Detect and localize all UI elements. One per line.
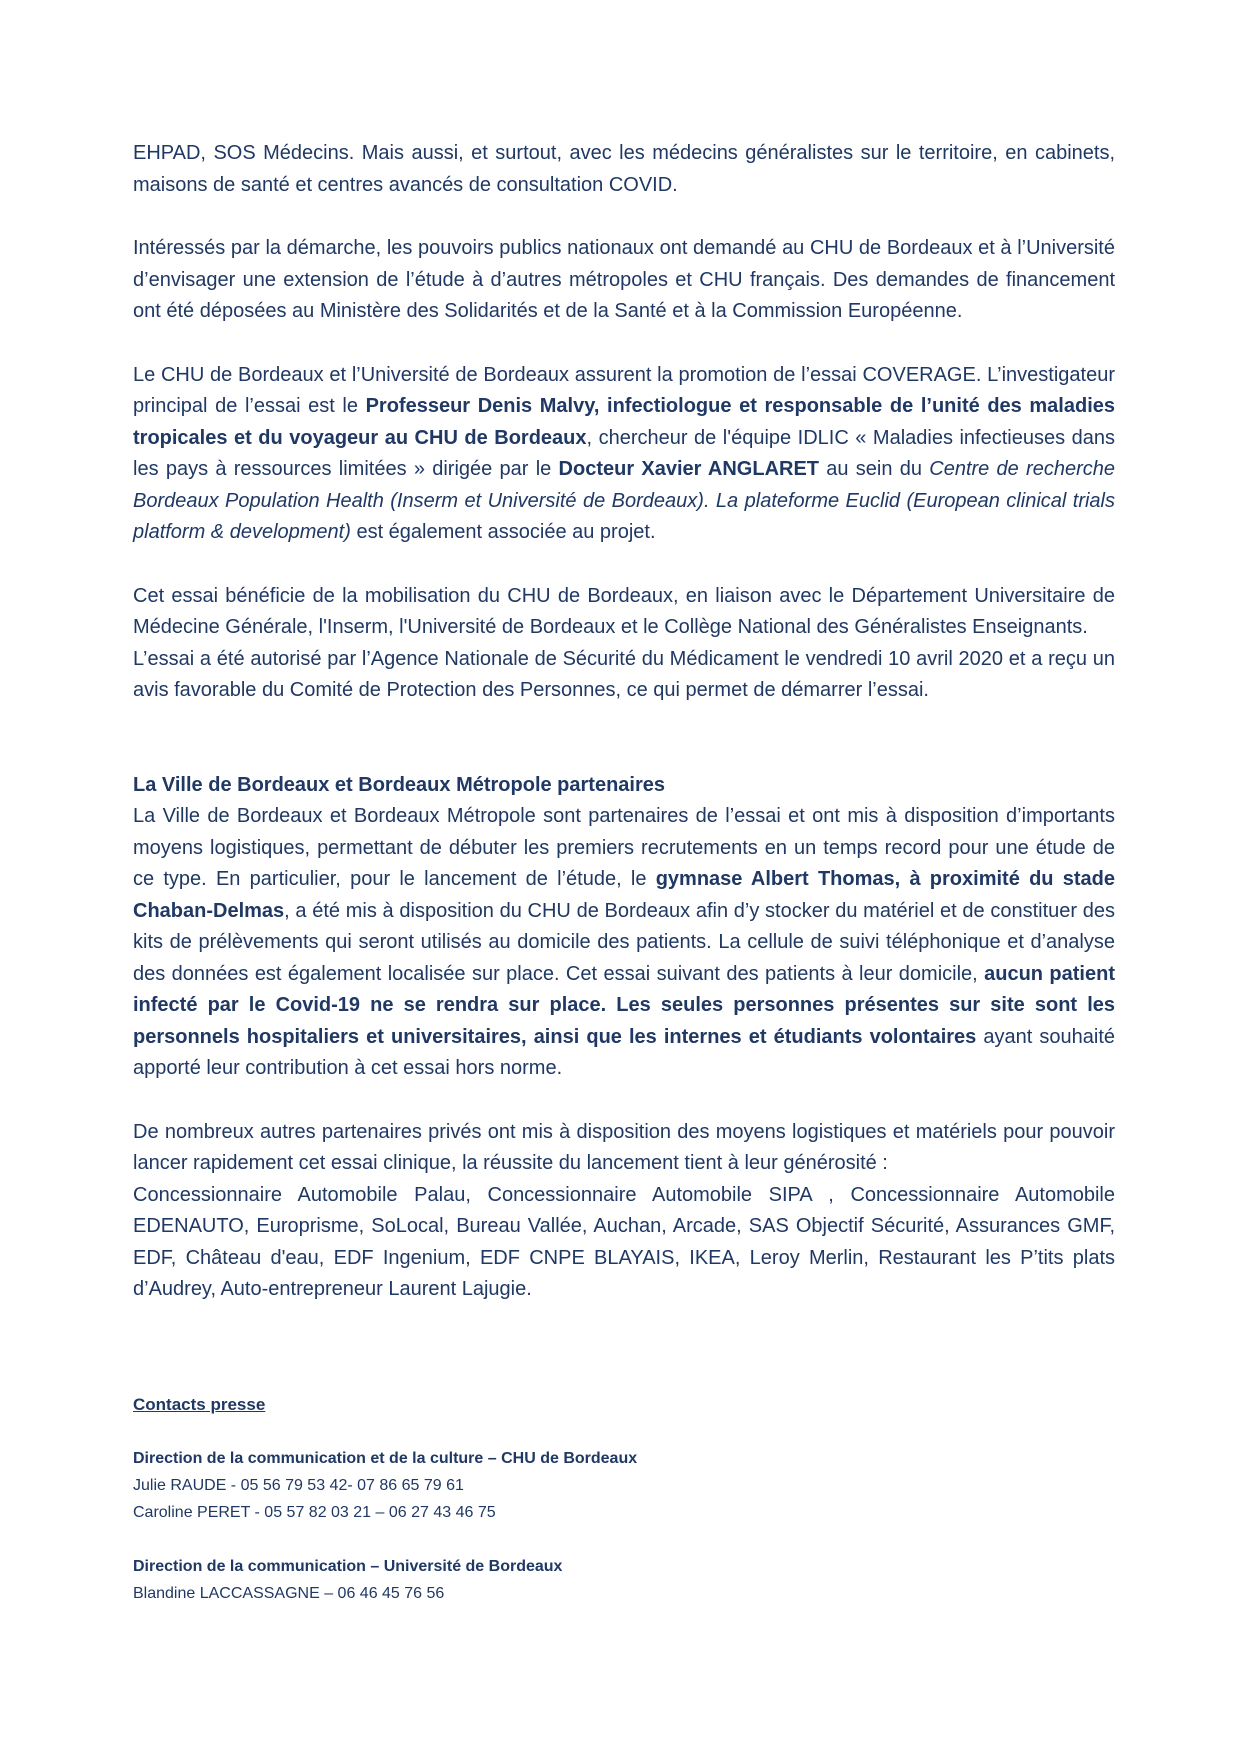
text-run: Julie RAUDE - 05 56 79 53 42- 07 86 65 79 61 <box>133 1476 464 1494</box>
text-run: Centre de recherche Bordeaux Population Health (Inserm et Université de Bordeaux). La plateforme Euclid (European clinical trials platform & development) <box>133 458 1115 543</box>
paragraph-intro <box>133 138 1115 201</box>
paragraph-ville-bordeaux <box>133 801 1115 1085</box>
paragraph-promotion-essai <box>133 360 1115 549</box>
text-run: Le CHU de Bordeaux et l’Université de Bordeaux assurent la promotion de l’essai COVERAGE. L’investigateur principal de l’essai est le <box>133 363 1115 417</box>
text-run: L’essai a été autorisé par l’Agence Nationale de Sécurité du Médicament le vendredi 10 avril 2020 et a reçu un avis favorable du Comité de Protection des Personnes, ce qui permet de démarrer l’essai. <box>133 647 1115 701</box>
text-run: Contacts presse <box>133 1394 266 1414</box>
contact-blandine-laccassagne <box>133 1580 1115 1607</box>
text-run: ayant souhaité apporté leur contribution à cet essai hors norme. <box>133 1025 1116 1079</box>
text-run: au sein du <box>819 458 930 480</box>
section-heading-partenaires <box>133 770 1115 802</box>
contact-direction-chu <box>133 1445 1115 1472</box>
text-run: aucun patient infecté par le Covid-19 ne se rendra sur place. Les seules personnes présentes sur site sont les personnels hospitaliers et universitaires, ainsi que les internes et étudiants volontaires <box>133 962 1115 1048</box>
paragraph-extension <box>133 233 1115 328</box>
text-run: est également associée au projet. <box>350 521 656 543</box>
text-run: Intéressés par la démarche, les pouvoirs publics nationaux ont demandé au CHU de Bordeaux et à l’Université d’envisager une extension de l’étude à d’autres métropoles et CHU français. Des demandes de financement ont été déposées au Ministère des Solidarités et de la Santé et à la Commission Européenne. <box>133 237 1115 322</box>
contact-julie-raude <box>133 1472 1115 1499</box>
text-run: De nombreux autres partenaires privés ont mis à disposition des moyens logistiques et matériels pour pouvoir lancer rapidement cet essai clinique, la réussite du lancement tient à leur générosité : <box>133 1120 1115 1174</box>
text-run: Professeur Denis Malvy, infectiologue et responsable de l’unité des maladies tropicales et du voyageur au CHU de Bordeaux <box>133 395 1116 449</box>
document-body <box>133 138 1115 1607</box>
text-run: Blandine LACCASSAGNE – 06 46 45 76 56 <box>133 1584 445 1602</box>
paragraph-autorisation <box>133 644 1115 707</box>
text-run: , a été mis à disposition du CHU de Bordeaux afin d’y stocker du matériel et de constituer des kits de prélèvements qui seront utilisés au domicile des patients. La cellule de suivi téléphonique et d’analyse des données est également localisée sur place. Cet essai suivant des patients à leur domicile, <box>133 899 1115 985</box>
text-run: , chercheur de l'équipe IDLIC « Maladies infectieuses dans les pays à ressources limitées » dirigée par le <box>133 426 1115 480</box>
paragraph-liste-partenaires <box>133 1180 1115 1306</box>
text-run: Direction de la communication – Université de Bordeaux <box>133 1557 563 1575</box>
text-run: La Ville de Bordeaux et Bordeaux Métropole sont partenaires de l’essai et ont mis à disposition d’importants moyens logistiques, permettant de débuter les premiers recrutements en un temps record pour une étude de ce type. En particulier, pour le lancement de l’étude, le <box>133 805 1115 890</box>
paragraph-partenaires-prives <box>133 1117 1115 1180</box>
contact-direction-universite <box>133 1553 1115 1580</box>
contact-caroline-peret <box>133 1499 1115 1526</box>
text-run: Docteur Xavier ANGLARET <box>558 458 820 480</box>
contacts-presse-heading <box>133 1391 1115 1418</box>
text-run: Caroline PERET - 05 57 82 03 21 – 06 27 43 46 75 <box>133 1503 496 1521</box>
text-run: La Ville de Bordeaux et Bordeaux Métropole partenaires <box>133 773 666 796</box>
text-run: Direction de la communication et de la culture – CHU de Bordeaux <box>133 1449 638 1467</box>
text-run: gymnase Albert Thomas, à proximité du stade Chaban-Delmas <box>133 868 1115 922</box>
paragraph-mobilisation <box>133 581 1115 644</box>
text-run: EHPAD, SOS Médecins. Mais aussi, et surtout, avec les médecins généralistes sur le territoire, en cabinets, maisons de santé et centres avancés de consultation COVID. <box>133 142 1115 196</box>
text-run: Cet essai bénéficie de la mobilisation du CHU de Bordeaux, en liaison avec le Département Universitaire de Médecine Générale, l'Inserm, l'Université de Bordeaux et le Collège National des Généralistes Enseignants. <box>133 584 1115 638</box>
text-run: Concessionnaire Automobile Palau, Concessionnaire Automobile SIPA , Concessionnaire Automobile EDENAUTO, Europrisme, SoLocal, Bureau Vallée, Auchan, Arcade, SAS Objectif Sécurité, Assurances GMF, EDF, Château d'eau, EDF Ingenium, EDF CNPE BLAYAIS, IKEA, Leroy Merlin, Restaurant les P’tits plats d’Audrey, Auto-entrepreneur Laurent Lajugie. <box>133 1183 1115 1300</box>
